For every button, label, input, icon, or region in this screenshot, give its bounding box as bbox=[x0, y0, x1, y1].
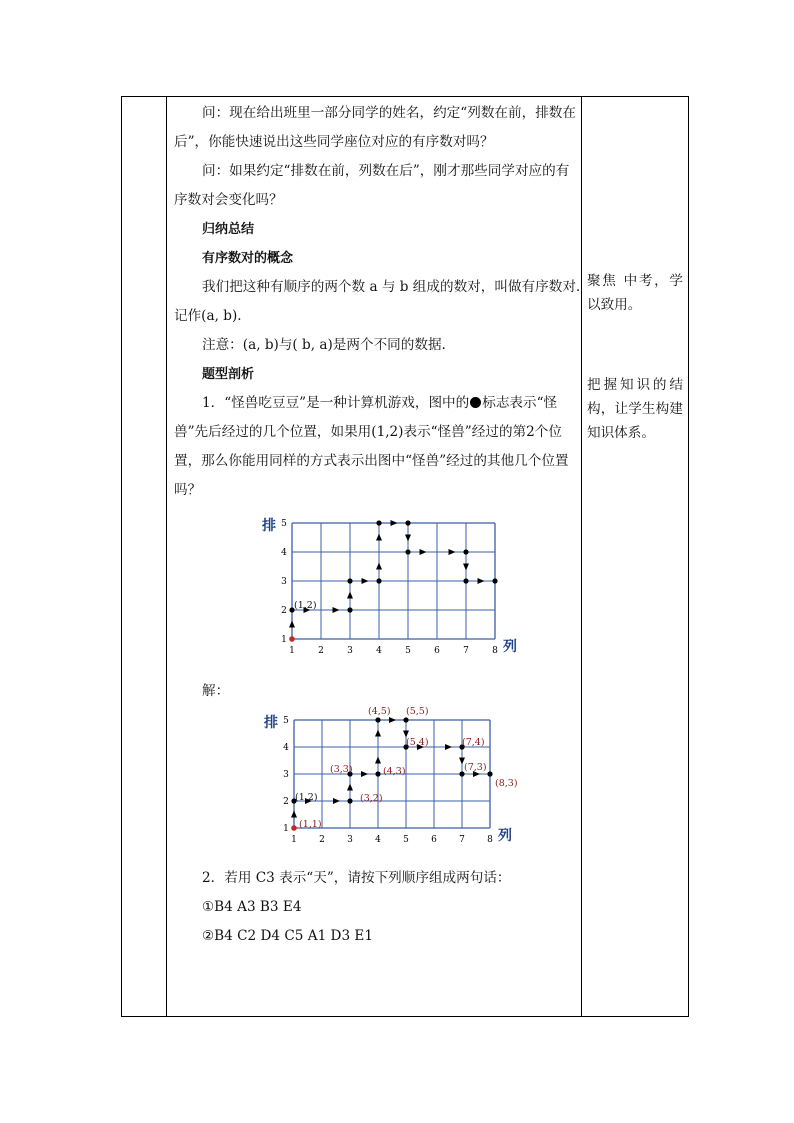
y-tick-label: 3 bbox=[281, 577, 287, 587]
x-tick-label: 7 bbox=[459, 835, 465, 845]
question-1: 问：现在给出班里一部分同学的姓名，约定“列数在前，排数在后”，你能快速说出这些同学座位对应的有序数对吗？ bbox=[174, 105, 576, 150]
x-tick-label: 6 bbox=[434, 646, 440, 656]
y-tick-label: 3 bbox=[283, 770, 289, 780]
y-axis-label: 排 bbox=[264, 715, 278, 731]
x-tick-label: 4 bbox=[375, 835, 381, 845]
point-label: (5,4) bbox=[406, 737, 429, 748]
solution-label: 解： bbox=[202, 683, 230, 699]
path-arrow bbox=[391, 520, 398, 526]
figure-monster-path-solution bbox=[174, 706, 582, 858]
example-2-line-1: ①B4 A3 B3 E4 bbox=[202, 899, 302, 915]
x-tick-label: 8 bbox=[492, 646, 498, 656]
point-label: (7,4) bbox=[462, 737, 485, 748]
y-tick-label: 4 bbox=[281, 548, 287, 558]
point-label: (3,3) bbox=[330, 764, 353, 775]
path-arrow bbox=[405, 535, 411, 542]
x-tick-label: 8 bbox=[487, 835, 493, 845]
main-content bbox=[174, 99, 582, 951]
path-point bbox=[403, 717, 408, 722]
x-tick-label: 3 bbox=[347, 835, 353, 845]
x-tick-label: 6 bbox=[431, 835, 437, 845]
side-note-2: 把握知识的结构，让学生构建知识体系。 bbox=[587, 377, 683, 441]
path-point bbox=[347, 578, 352, 583]
path-point bbox=[463, 578, 468, 583]
example-1-part2: 标志表示“怪兽”先后经过的几个位置，如果用(1,2)表示“怪兽”经过的第2个位置，那么你能用同样的方式表示出图中“怪兽”经过的其他几个位置吗？ bbox=[174, 395, 569, 498]
path-arrow bbox=[420, 549, 427, 555]
note-text: 注意：(a, b)与( b, a)是两个不同的数据. bbox=[202, 337, 446, 353]
point-label: (3,2) bbox=[360, 793, 383, 804]
y-tick-label: 5 bbox=[281, 519, 287, 529]
y-tick-label: 4 bbox=[283, 743, 289, 753]
x-tick-label: 2 bbox=[318, 646, 324, 656]
example-1-part1: 1．“怪兽吃豆豆”是一种计算机游戏，图中的 bbox=[202, 395, 470, 411]
point-label: (1,2) bbox=[294, 600, 317, 611]
path-arrow bbox=[389, 717, 396, 723]
example-2-line-2: ②B4 C2 D4 C5 A1 D3 E1 bbox=[202, 928, 373, 944]
example-2: 2．若用 C3 表示“天”，请按下列顺序组成两句话： bbox=[202, 870, 511, 886]
x-axis-label: 列 bbox=[503, 639, 517, 655]
y-tick-label: 2 bbox=[281, 606, 287, 616]
y-tick-label: 1 bbox=[283, 824, 289, 834]
path-arrow bbox=[445, 744, 452, 750]
path-arrow bbox=[449, 549, 456, 555]
path-point bbox=[347, 607, 352, 612]
lesson-table bbox=[121, 96, 689, 1017]
figure-monster-path bbox=[174, 513, 582, 675]
x-tick-label: 5 bbox=[403, 835, 409, 845]
side-note-1: 聚焦 中考，学以致用。 bbox=[587, 273, 683, 313]
concept-text: 我们把这种有顺序的两个数 a 与 b 组成的数对，叫做有序数对.记作(a, b). bbox=[174, 279, 581, 324]
point-label: (8,3) bbox=[495, 778, 518, 789]
summary-heading: 归纳总结 bbox=[202, 222, 255, 237]
path-arrow bbox=[463, 564, 469, 571]
path-arrow bbox=[375, 757, 381, 764]
path-point bbox=[492, 578, 497, 583]
point-label: (1,2) bbox=[295, 792, 318, 803]
y-tick-label: 2 bbox=[283, 797, 289, 807]
x-tick-label: 2 bbox=[319, 835, 325, 845]
x-tick-label: 1 bbox=[291, 835, 297, 845]
path-arrow bbox=[333, 798, 340, 804]
x-tick-label: 1 bbox=[289, 646, 295, 656]
monster-dot-icon bbox=[470, 397, 481, 408]
path-point bbox=[375, 771, 380, 776]
point-label: (4,3) bbox=[383, 766, 406, 777]
path-arrow bbox=[347, 784, 353, 791]
path-point bbox=[376, 520, 381, 525]
x-tick-label: 3 bbox=[347, 646, 353, 656]
path-point bbox=[289, 636, 295, 642]
path-point bbox=[405, 549, 410, 554]
path-point bbox=[376, 578, 381, 583]
path-arrow bbox=[333, 607, 340, 613]
path-point bbox=[291, 825, 297, 831]
question-2: 问：如果约定“排数在前，列数在后”，刚才那些同学对应的有序数对会变化吗？ bbox=[174, 163, 570, 208]
path-point bbox=[463, 549, 468, 554]
path-point bbox=[487, 771, 492, 776]
path-arrow bbox=[375, 730, 381, 737]
example-1 bbox=[174, 389, 582, 505]
path-arrow bbox=[361, 771, 368, 777]
point-label: (5,5) bbox=[406, 706, 429, 717]
path-point bbox=[405, 520, 410, 525]
point-label: (7,3) bbox=[464, 762, 487, 773]
path-arrow bbox=[289, 621, 295, 628]
x-tick-label: 7 bbox=[463, 646, 469, 656]
y-tick-label: 1 bbox=[281, 635, 287, 645]
x-tick-label: 5 bbox=[405, 646, 411, 656]
x-tick-label: 4 bbox=[376, 646, 382, 656]
path-arrow bbox=[478, 578, 485, 584]
column-divider-left bbox=[166, 97, 167, 1016]
point-label: (4,5) bbox=[368, 706, 391, 717]
analysis-heading: 题型剖析 bbox=[202, 367, 255, 382]
path-arrow bbox=[376, 563, 382, 570]
path-point bbox=[375, 717, 380, 722]
point-label: (1,1) bbox=[299, 819, 322, 830]
y-tick-label: 5 bbox=[283, 716, 289, 726]
path-point bbox=[347, 798, 352, 803]
x-axis-label: 列 bbox=[498, 828, 512, 844]
path-arrow bbox=[362, 578, 369, 584]
path-arrow bbox=[376, 534, 382, 541]
path-arrow bbox=[291, 811, 297, 818]
path-arrow bbox=[347, 592, 353, 599]
concept-heading: 有序数对的概念 bbox=[202, 251, 294, 266]
y-axis-label: 排 bbox=[262, 518, 276, 534]
